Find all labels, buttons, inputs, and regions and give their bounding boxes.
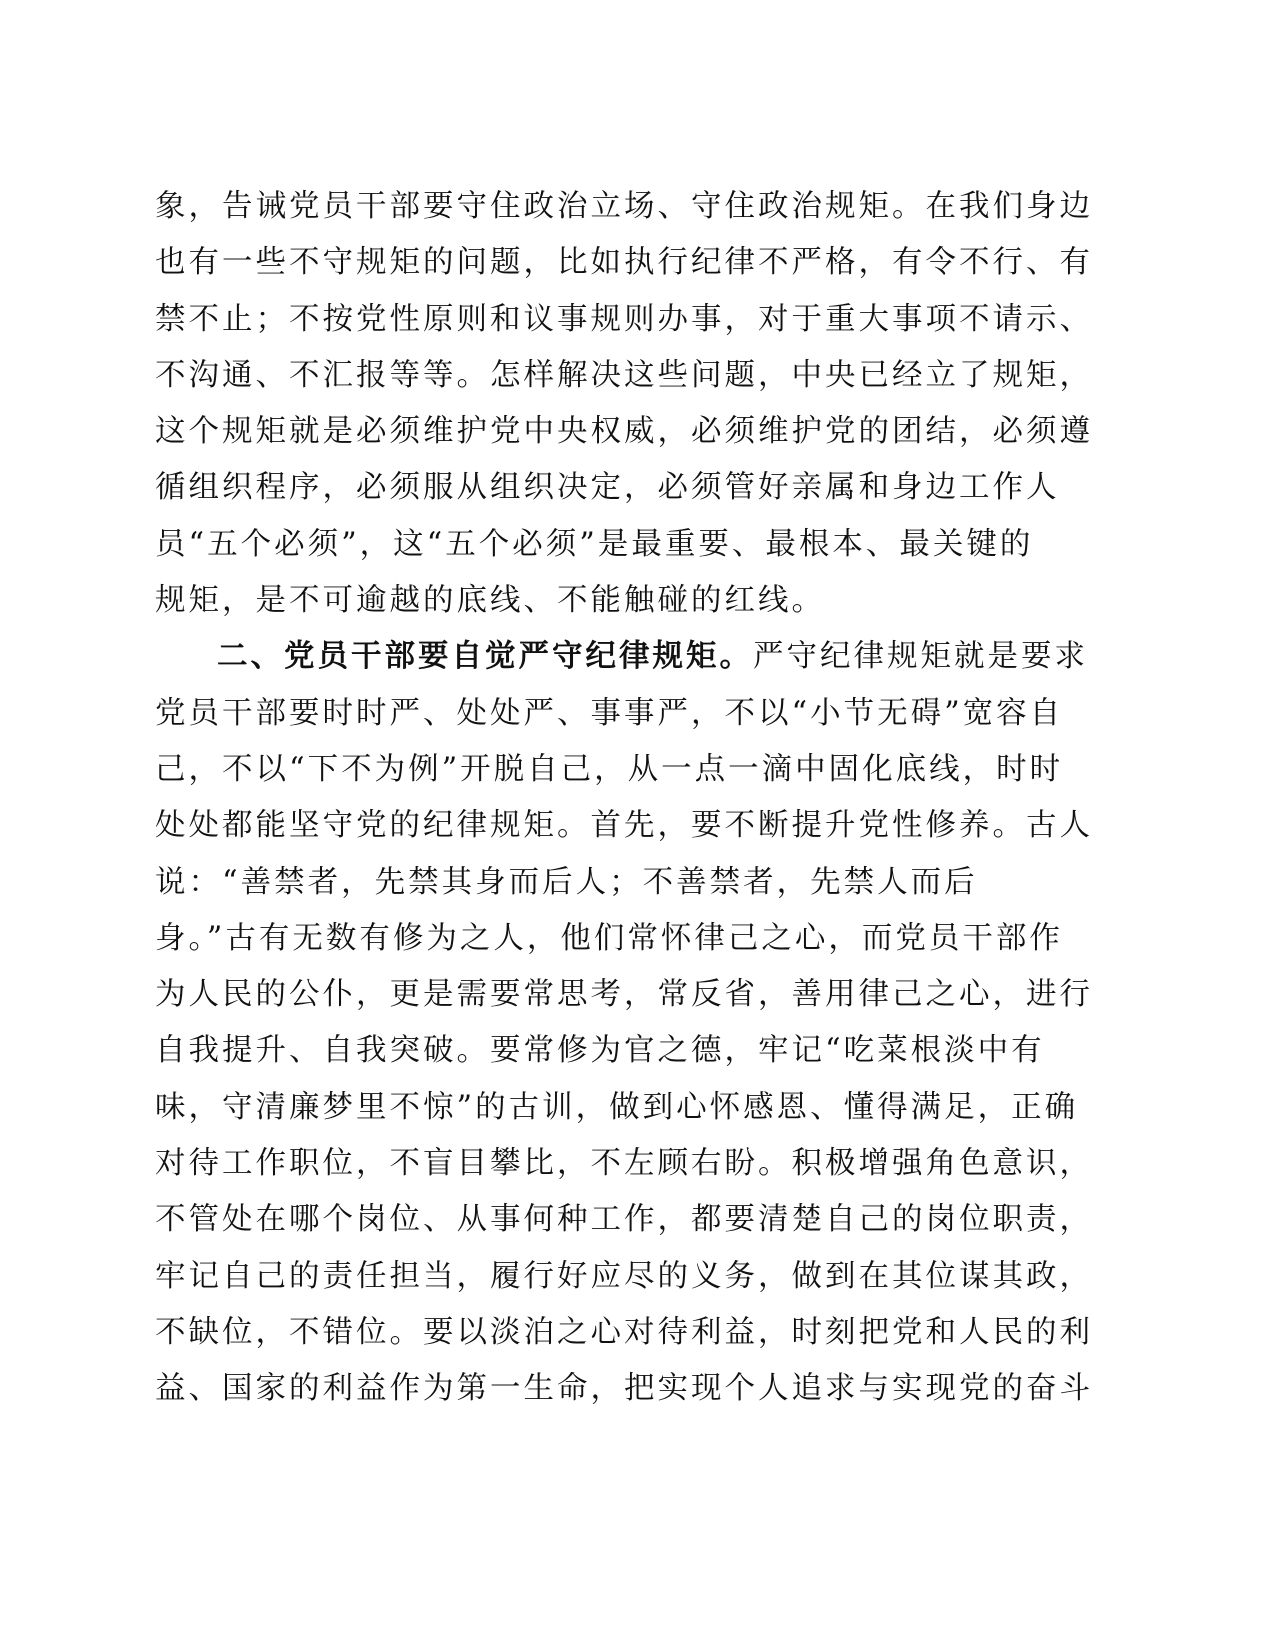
text-line: 象，告诫党员干部要守住政治立场、守住政治规矩。在我们身边	[155, 189, 1093, 224]
text-line: 己，不以“下不为例”开脱自己，从一点一滴中固化底线，时时	[155, 751, 1064, 787]
document-body	[155, 179, 1093, 1418]
text-line: 益、国家的利益作为第一生命，把实现个人追求与实现党的奋斗	[155, 1371, 1093, 1407]
text-line: 不管处在哪个岗位、从事何种工作，都要清楚自己的岗位职责，	[155, 1202, 1093, 1238]
section-heading-line	[155, 629, 1088, 685]
text-line: 处处都能坚守党的纪律规矩。首先，要不断提升党性修养。古人	[155, 808, 1093, 844]
text-line: 循组织程序，必须服从组织决定，必须管好亲属和身边工作人	[155, 470, 1060, 506]
text-line: 说：“善禁者，先禁其身而后人；不善禁者，先禁人而后	[155, 864, 978, 900]
text-line: 为人民的公仆，更是需要常思考，常反省，善用律己之心，进行	[155, 977, 1093, 1013]
text-line: 员“五个必须”，这“五个必须”是最重要、最根本、最关键的	[155, 526, 1034, 562]
text-line: 这个规矩就是必须维护党中央权威，必须维护党的团结，必须遵	[155, 414, 1093, 450]
section-heading: 二、党员干部要自觉严守纪律规矩。	[217, 639, 753, 675]
text-line: 牢记自己的责任担当，履行好应尽的义务，做到在其位谋其政，	[155, 1258, 1093, 1294]
text-line: 党员干部要时时严、处处严、事事严，不以“小节无碍”宽容自	[155, 695, 1064, 731]
text-line: 不沟通、不汇报等等。怎样解决这些问题，中央已经立了规矩，	[155, 357, 1093, 393]
text-line: 自我提升、自我突破。要常修为官之德，牢记“吃菜根淡中有	[155, 1033, 1045, 1069]
section-heading-continuation: 严守纪律规矩就是要求	[753, 639, 1088, 675]
text-line: 味，守清廉梦里不惊”的古训，做到心怀感恩、懂得满足，正确	[155, 1089, 1079, 1125]
text-line: 禁不止；不按党性原则和议事规则办事，对于重大事项不请示、	[155, 301, 1093, 337]
text-line: 也有一些不守规矩的问题，比如执行纪律不严格，有令不行、有	[155, 245, 1093, 281]
text-line: 不缺位，不错位。要以淡泊之心对待利益，时刻把党和人民的利	[155, 1314, 1093, 1350]
text-line: 规矩，是不可逾越的底线、不能触碰的红线。	[155, 583, 825, 619]
text-line: 身。”古有无数有修为之人，他们常怀律己之心，而党员干部作	[155, 920, 1063, 956]
text-line: 对待工作职位，不盲目攀比，不左顾右盼。积极增强角色意识，	[155, 1146, 1093, 1182]
